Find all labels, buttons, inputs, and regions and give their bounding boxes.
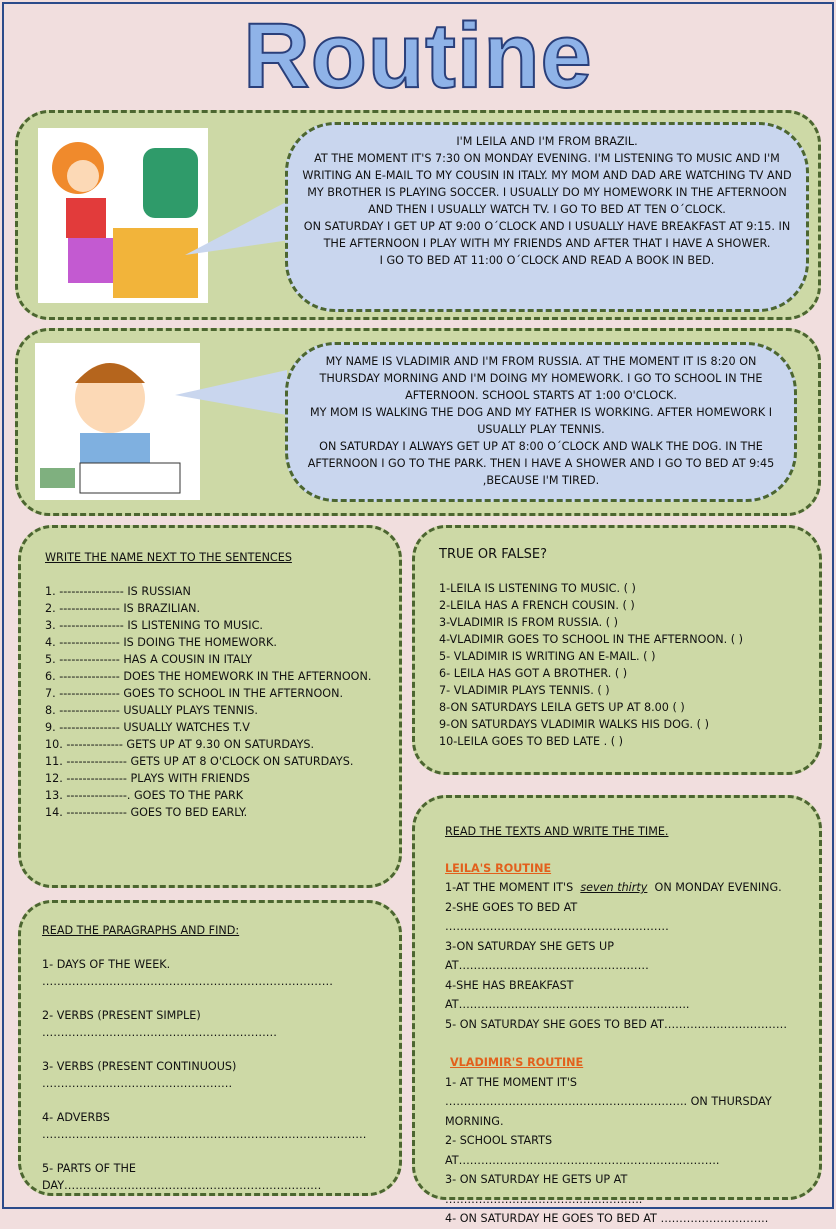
- write-name-item: 8. --------------- USUALLY PLAYS TENNIS.: [45, 704, 258, 717]
- exercise-heading: READ THE TEXTS AND WRITE THE TIME.: [445, 825, 669, 838]
- true-false-item: 6- LEILA HAS GOT A BROTHER. ( ): [439, 667, 628, 680]
- exercise-heading: TRUE OR FALSE?: [439, 547, 548, 562]
- write-name-item: 1. ---------------- IS RUSSIAN: [45, 585, 191, 598]
- vladimir-item: 1- AT THE MOMENT IT'S ……………………………………………………….. ON THURSDAY MORNING.: [445, 1075, 772, 1128]
- write-name-item: 13. ---------------. GOES TO THE PARK: [45, 789, 244, 802]
- find-item: 1- DAYS OF THE WEEK. ……………………………………………………………………: [42, 958, 333, 988]
- write-time-exercise: [445, 822, 800, 1229]
- girl-at-computer-image: [38, 128, 208, 303]
- write-name-item: 7. --------------- GOES TO SCHOOL IN THE AFTERNOON.: [45, 687, 344, 700]
- find-item: 4- ADVERBS ……………………………………………………………………………: [42, 1111, 367, 1141]
- find-item: 3- VERBS (PRESENT CONTINUOUS) ……………………………………………: [42, 1060, 237, 1090]
- speech-bubble-tail: [185, 190, 295, 260]
- write-name-item: 3. ---------------- IS LISTENING TO MUSIC.: [45, 619, 263, 632]
- find-item: 5- PARTS OF THE DAY……………………………………………………………: [42, 1162, 322, 1192]
- leila-item: 2-SHE GOES TO BED AT ……………………………………………………: [445, 900, 669, 933]
- leila-routine-heading: LEILA'S ROUTINE: [445, 861, 552, 875]
- true-false-item: 2-LEILA HAS A FRENCH COUSIN. ( ): [439, 599, 635, 612]
- vladimir-text-line: MY NAME IS VLADIMIR AND I'M FROM RUSSIA. AT THE MOMENT IT IS 8:20 ON THURSDAY MORNING AND I'M DOING MY HOMEWORK. I GO TO SCHOOL IN THE AFTERNOON. SCHOOL STARTS AT 1:00 O'CLOCK.: [319, 355, 763, 402]
- write-name-item: 11. --------------- GETS UP AT 8 O'CLOCK ON SATURDAYS.: [45, 755, 354, 768]
- write-name-item: 6. --------------- DOES THE HOMEWORK IN THE AFTERNOON.: [45, 670, 372, 683]
- vladimir-item: 3- ON SATURDAY HE GETS UP AT ……………………………………………..: [445, 1173, 643, 1206]
- true-false-item: 7- VLADIMIR PLAYS TENNIS. ( ): [439, 684, 610, 697]
- write-name-item: 4. --------------- IS DOING THE HOMEWORK.: [45, 636, 277, 649]
- write-name-item: 2. --------------- IS BRAZILIAN.: [45, 602, 201, 615]
- true-false-item: 10-LEILA GOES TO BED LATE . ( ): [439, 735, 624, 748]
- true-false-item: 3-VLADIMIR IS FROM RUSSIA. ( ): [439, 616, 618, 629]
- true-false-item: 9-ON SATURDAYS VLADIMIR WALKS HIS DOG. ( ): [439, 718, 709, 731]
- leila-item: [445, 878, 800, 898]
- write-name-item: 14. --------------- GOES TO BED EARLY.: [45, 806, 248, 819]
- speech-bubble-tail: [175, 365, 290, 425]
- exercise-heading: READ THE PARAGRAPHS AND FIND:: [42, 924, 240, 937]
- leila-item: 3-ON SATURDAY SHE GETS UP AT……………………………………………: [445, 939, 649, 972]
- write-name-item: 9. --------------- USUALLY WATCHES T.V: [45, 721, 250, 734]
- leila-text-line: ON SATURDAY I GET UP AT 9:00 O´CLOCK AND I USUALLY HAVE BREAKFAST AT 9:15. IN THE AFTERNOON I PLAY WITH MY FRIENDS AND AFTER THAT I HAVE A SHOWER.: [303, 220, 791, 250]
- leila-speech-bubble: [285, 122, 809, 312]
- page-title: Routine: [243, 5, 593, 107]
- leila-text-line: I GO TO BED AT 11:00 O´CLOCK AND READ A BOOK IN BED.: [379, 254, 715, 267]
- leila-item: 5- ON SATURDAY SHE GOES TO BED AT……………………………: [445, 1017, 788, 1031]
- vladimir-routine-heading: VLADIMIR'S ROUTINE: [450, 1056, 584, 1069]
- true-false-item: 8-ON SATURDAYS LEILA GETS UP AT 8.00 ( ): [439, 701, 685, 714]
- leila-item: 4-SHE HAS BREAKFAST AT……………………………………………………..: [445, 978, 690, 1011]
- find-exercise: [42, 922, 387, 1211]
- exercise-heading: WRITE THE NAME NEXT TO THE SENTENCES: [45, 551, 292, 564]
- true-false-item: 4-VLADIMIR GOES TO SCHOOL IN THE AFTERNOON. ( ): [439, 633, 744, 646]
- vladimir-item: 4- ON SATURDAY HE GOES TO BED AT ………………………..: [445, 1212, 769, 1225]
- write-name-item: 5. --------------- HAS A COUSIN IN ITALY: [45, 653, 253, 666]
- true-false-exercise: [439, 546, 814, 750]
- true-false-item: 1-LEILA IS LISTENING TO MUSIC. ( ): [439, 582, 636, 595]
- item-text: ON MONDAY EVENING.: [654, 881, 782, 894]
- example-answer: seven thirty: [580, 881, 648, 894]
- leila-text-line: I'M LEILA AND I'M FROM BRAZIL.: [456, 135, 638, 148]
- vladimir-item: 2- SCHOOL STARTS AT…………………………………………………………….: [445, 1134, 720, 1167]
- vladimir-text-line: MY MOM IS WALKING THE DOG AND MY FATHER IS WORKING. AFTER HOMEWORK I USUALLY PLAY TENNIS.: [309, 406, 773, 436]
- find-item: 2- VERBS (PRESENT SIMPLE) ………………………………………………………: [42, 1009, 277, 1039]
- true-false-item: 5- VLADIMIR IS WRITING AN E-MAIL. ( ): [439, 650, 656, 663]
- write-name-exercise: [45, 549, 390, 869]
- write-name-item: 10. -------------- GETS UP AT 9.30 ON SATURDAYS.: [45, 738, 315, 751]
- write-name-item: 12. --------------- PLAYS WITH FRIENDS: [45, 772, 250, 785]
- vladimir-text-line: ON SATURDAY I ALWAYS GET UP AT 8:00 O´CLOCK AND WALK THE DOG. IN THE AFTERNOON I GO TO THE PARK. THEN I HAVE A SHOWER AND I GO TO BED AT 9:45 ,BECAUSE I'M TIRED.: [307, 440, 775, 487]
- vladimir-speech-bubble: [285, 342, 797, 502]
- item-text: 1-AT THE MOMENT IT'S: [445, 881, 574, 894]
- leila-text-line: AT THE MOMENT IT'S 7:30 ON MONDAY EVENING. I'M LISTENING TO MUSIC AND I'M WRITING AN E-MAIL TO MY COUSIN IN ITALY. MY MOM AND DAD ARE WATCHING TV AND MY BROTHER IS PLAYING SOCCER. I USUALLY DO MY HOMEWORK IN THE AFTERNOON AND THEN I USUALLY WATCH TV. I GO TO BED AT TEN O´CLOCK.: [302, 152, 792, 216]
